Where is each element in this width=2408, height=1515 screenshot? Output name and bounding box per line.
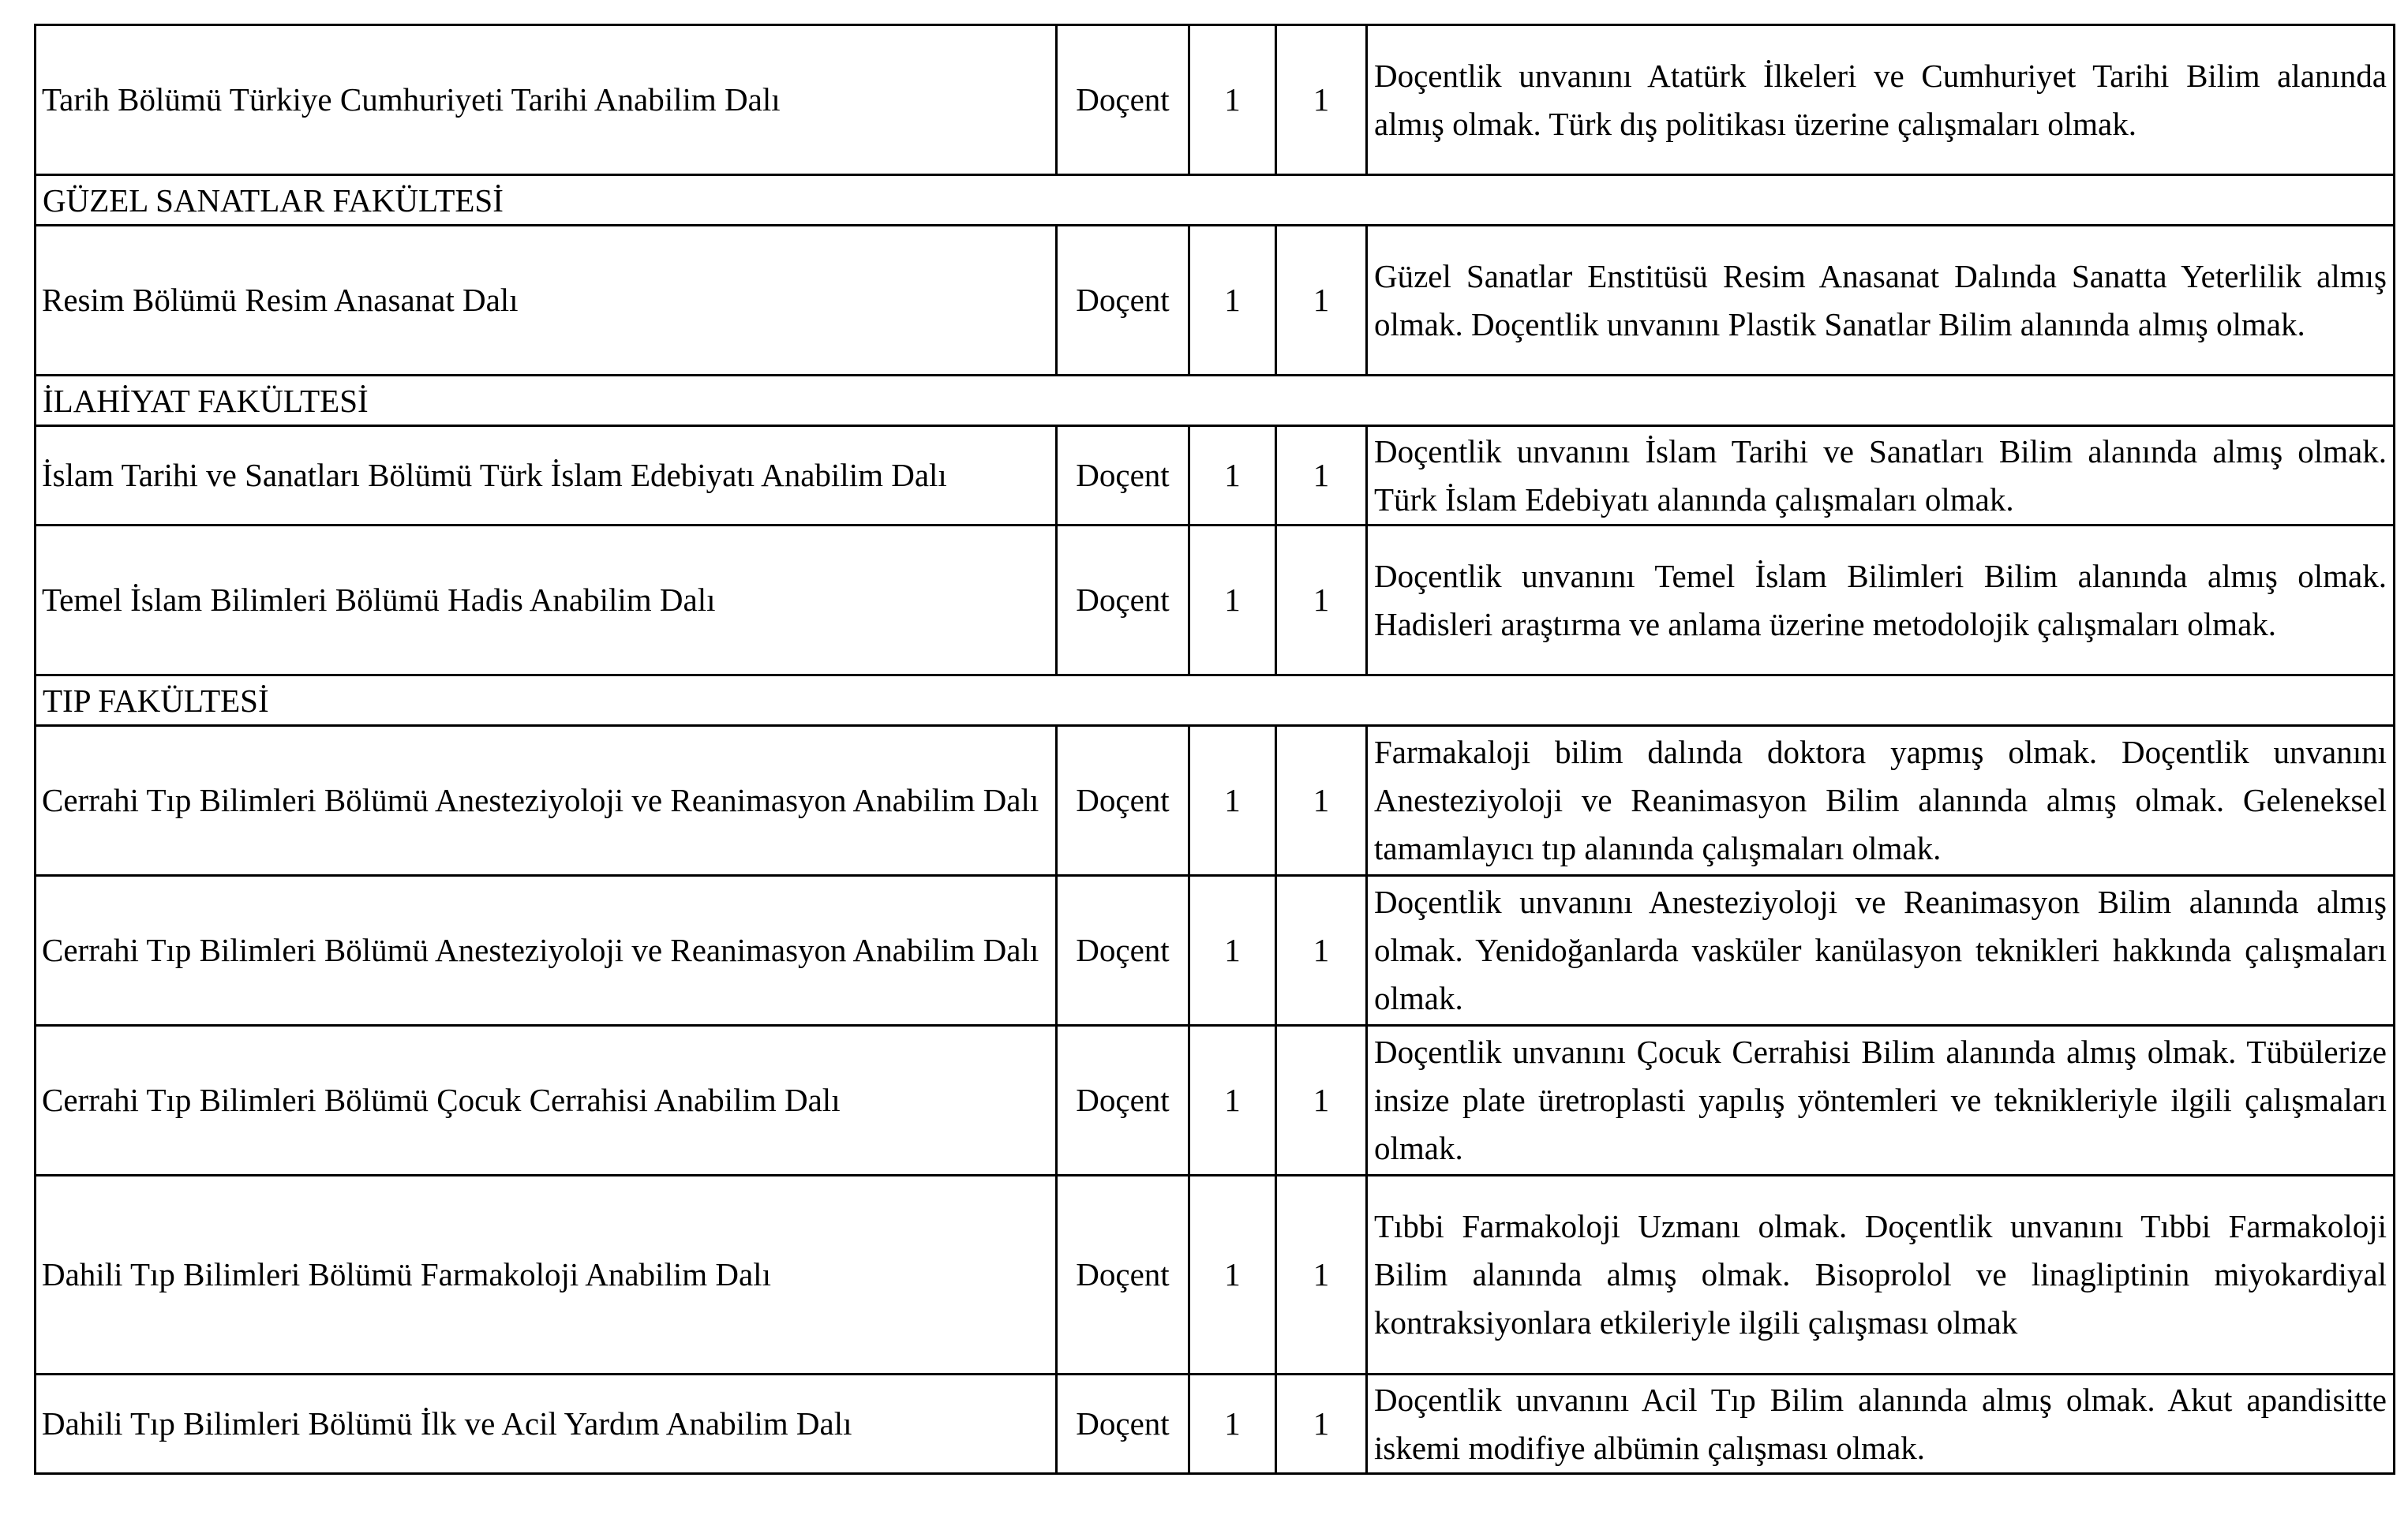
requirements-cell: Doçentlik unvanını Temel İslam Bilimleri Bilim alanında almış olmak. Hadisleri araştırma ve anlama üzerine metodolojik çalışmaları olmak. [1367, 526, 2395, 675]
title-cell: Doçent [1057, 1176, 1189, 1375]
requirements-cell: Farmakaloji bilim dalında doktora yapmış olmak. Doçentlik unvanını Anesteziyoloji ve Reanimasyon Bilim alanında almış olmak. Geleneksel tamamlayıcı tıp alanında çalışmaları olmak. [1367, 726, 2395, 876]
count-cell: 1 [1276, 1176, 1367, 1375]
department-cell: Cerrahi Tıp Bilimleri Bölümü Çocuk Cerrahisi Anabilim Dalı [36, 1026, 1057, 1176]
count-cell: 1 [1189, 426, 1276, 526]
table-row [36, 876, 2395, 1026]
requirements-cell: Doçentlik unvanını Anesteziyoloji ve Reanimasyon Bilim alanında almış olmak. Yenidoğanlarda vasküler kanülasyon teknikleri hakkında çalışmaları olmak. [1367, 876, 2395, 1026]
requirements-cell: Doçentlik unvanını Atatürk İlkeleri ve Cumhuriyet Tarihi Bilim alanında almış olmak. Türk dış politikası üzerine çalışmaları olmak. [1367, 25, 2395, 175]
table-row [36, 226, 2395, 376]
title-cell: Doçent [1057, 226, 1189, 376]
faculty-name: GÜZEL SANATLAR FAKÜLTESİ [36, 175, 2395, 226]
count-cell: 1 [1276, 426, 1367, 526]
count-cell: 1 [1189, 1375, 1276, 1474]
faculty-header-row [36, 675, 2395, 726]
count-cell: 1 [1189, 1026, 1276, 1176]
count-cell: 1 [1276, 1026, 1367, 1176]
title-cell: Doçent [1057, 426, 1189, 526]
document-page [34, 24, 2393, 1475]
count-cell: 1 [1189, 526, 1276, 675]
title-cell: Doçent [1057, 1375, 1189, 1474]
table-row [36, 1026, 2395, 1176]
count-cell: 1 [1276, 726, 1367, 876]
positions-table [34, 24, 2395, 1475]
department-cell: Tarih Bölümü Türkiye Cumhuriyeti Tarihi Anabilim Dalı [36, 25, 1057, 175]
department-cell: İslam Tarihi ve Sanatları Bölümü Türk İslam Edebiyatı Anabilim Dalı [36, 426, 1057, 526]
department-cell: Resim Bölümü Resim Anasanat Dalı [36, 226, 1057, 376]
count-cell: 1 [1189, 25, 1276, 175]
department-cell: Cerrahi Tıp Bilimleri Bölümü Anesteziyoloji ve Reanimasyon Anabilim Dalı [36, 726, 1057, 876]
faculty-header-row [36, 376, 2395, 426]
table-row [36, 726, 2395, 876]
department-cell: Temel İslam Bilimleri Bölümü Hadis Anabilim Dalı [36, 526, 1057, 675]
department-cell: Cerrahi Tıp Bilimleri Bölümü Anesteziyoloji ve Reanimasyon Anabilim Dalı [36, 876, 1057, 1026]
count-cell: 1 [1276, 1375, 1367, 1474]
count-cell: 1 [1189, 1176, 1276, 1375]
count-cell: 1 [1276, 876, 1367, 1026]
faculty-name: İLAHİYAT FAKÜLTESİ [36, 376, 2395, 426]
title-cell: Doçent [1057, 726, 1189, 876]
table-row [36, 426, 2395, 526]
department-cell: Dahili Tıp Bilimleri Bölümü Farmakoloji Anabilim Dalı [36, 1176, 1057, 1375]
count-cell: 1 [1276, 226, 1367, 376]
table-row [36, 1375, 2395, 1474]
count-cell: 1 [1276, 25, 1367, 175]
title-cell: Doçent [1057, 25, 1189, 175]
requirements-cell: Tıbbi Farmakoloji Uzmanı olmak. Doçentlik unvanını Tıbbi Farmakoloji Bilim alanında almış olmak. Bisoprolol ve linagliptinin miyokardiyal kontraksiyonlara etkileriyle ilgili çalışması olmak [1367, 1176, 2395, 1375]
title-cell: Doçent [1057, 526, 1189, 675]
table-row [36, 25, 2395, 175]
requirements-cell: Doçentlik unvanını İslam Tarihi ve Sanatları Bilim alanında almış olmak. Türk İslam Edebiyatı alanında çalışmaları olmak. [1367, 426, 2395, 526]
table-row [36, 1176, 2395, 1375]
table-row [36, 526, 2395, 675]
title-cell: Doçent [1057, 1026, 1189, 1176]
count-cell: 1 [1189, 226, 1276, 376]
department-cell: Dahili Tıp Bilimleri Bölümü İlk ve Acil Yardım Anabilim Dalı [36, 1375, 1057, 1474]
requirements-cell: Doçentlik unvanını Acil Tıp Bilim alanında almış olmak. Akut apandisitte iskemi modifiye albümin çalışması olmak. [1367, 1375, 2395, 1474]
title-cell: Doçent [1057, 876, 1189, 1026]
faculty-header-row [36, 175, 2395, 226]
count-cell: 1 [1189, 726, 1276, 876]
requirements-cell: Doçentlik unvanını Çocuk Cerrahisi Bilim alanında almış olmak. Tübülerize insize plate üretroplasti yapılış yöntemleri ve teknikleriyle ilgili çalışmaları olmak. [1367, 1026, 2395, 1176]
faculty-name: TIP FAKÜLTESİ [36, 675, 2395, 726]
count-cell: 1 [1276, 526, 1367, 675]
requirements-cell: Güzel Sanatlar Enstitüsü Resim Anasanat Dalında Sanatta Yeterlilik almış olmak. Doçentlik unvanını Plastik Sanatlar Bilim alanında almış olmak. [1367, 226, 2395, 376]
count-cell: 1 [1189, 876, 1276, 1026]
